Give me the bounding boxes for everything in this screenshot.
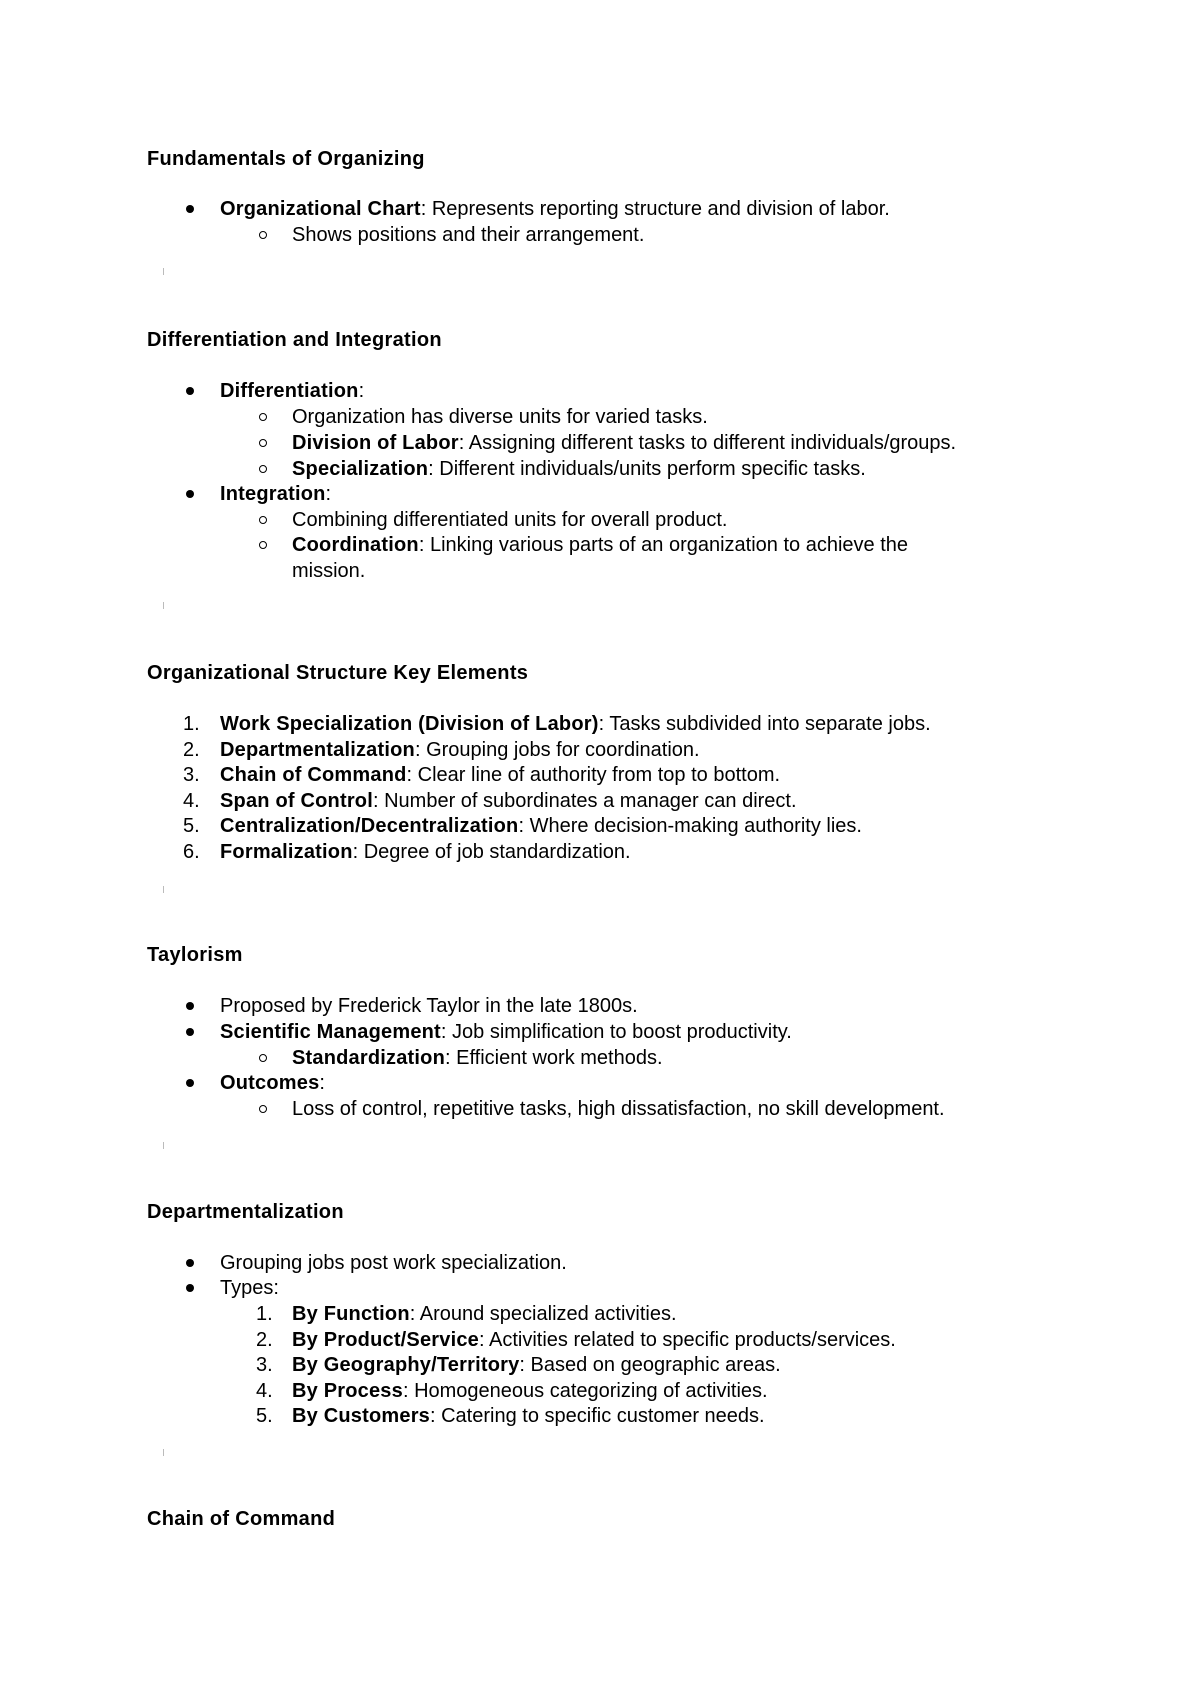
paragraph-mark-icon: [163, 602, 164, 609]
list-item: By Function: Around specialized activities.: [292, 1303, 677, 1325]
list-item: Combining differentiated units for overall product.: [292, 509, 728, 531]
bullet-icon: [186, 490, 194, 498]
list-item: Chain of Command: Clear line of authority from top to bottom.: [220, 764, 781, 786]
section-heading: Fundamentals of Organizing: [147, 148, 425, 170]
list-number: 5.: [256, 1405, 273, 1427]
list-item: Differentiation:: [220, 380, 365, 402]
list-item: Shows positions and their arrangement.: [292, 224, 645, 246]
list-item: Outcomes:: [220, 1072, 325, 1094]
section-heading: Taylorism: [147, 944, 243, 966]
bullet-icon: [186, 1284, 194, 1292]
list-item: Span of Control: Number of subordinates a manager can direct.: [220, 790, 797, 812]
bullet-icon: [186, 205, 194, 213]
list-item: By Geography/Territory: Based on geographic areas.: [292, 1354, 781, 1376]
section-heading: Differentiation and Integration: [147, 329, 442, 351]
hollow-bullet-icon: [259, 516, 267, 524]
list-item: Division of Labor: Assigning different tasks to different individuals/groups.: [292, 432, 957, 454]
list-item: Proposed by Frederick Taylor in the late 1800s.: [220, 995, 638, 1017]
paragraph-mark-icon: [163, 886, 164, 893]
list-item: Departmentalization: Grouping jobs for coordination.: [220, 739, 700, 761]
list-number: 2.: [256, 1329, 273, 1351]
bullet-icon: [186, 387, 194, 395]
list-number: 1.: [256, 1303, 273, 1325]
list-item: Work Specialization (Division of Labor): Tasks subdivided into separate jobs.: [220, 713, 931, 735]
paragraph-mark-icon: [163, 1142, 164, 1149]
list-item: Specialization: Different individuals/units perform specific tasks.: [292, 458, 866, 480]
list-item-continuation: mission.: [292, 560, 366, 582]
list-number: 4.: [256, 1380, 273, 1402]
hollow-bullet-icon: [259, 413, 267, 421]
list-item: Types:: [220, 1277, 279, 1299]
paragraph-mark-icon: [163, 268, 164, 275]
list-item: Standardization: Efficient work methods.: [292, 1047, 663, 1069]
list-item: Organization has diverse units for varied tasks.: [292, 406, 708, 428]
list-item: Formalization: Degree of job standardization.: [220, 841, 631, 863]
list-item: Grouping jobs post work specialization.: [220, 1252, 567, 1274]
list-item: Loss of control, repetitive tasks, high dissatisfaction, no skill development.: [292, 1098, 945, 1120]
hollow-bullet-icon: [259, 541, 267, 549]
list-number: 3.: [256, 1354, 273, 1376]
bullet-icon: [186, 1259, 194, 1267]
section-heading: Chain of Command: [147, 1508, 336, 1530]
paragraph-mark-icon: [163, 1449, 164, 1456]
hollow-bullet-icon: [259, 231, 267, 239]
list-number: 4.: [183, 790, 200, 812]
section-heading: Departmentalization: [147, 1201, 344, 1223]
hollow-bullet-icon: [259, 465, 267, 473]
bullet-icon: [186, 1079, 194, 1087]
hollow-bullet-icon: [259, 1054, 267, 1062]
hollow-bullet-icon: [259, 439, 267, 447]
list-number: 6.: [183, 841, 200, 863]
list-number: 3.: [183, 764, 200, 786]
list-item: Organizational Chart: Represents reporting structure and division of labor.: [220, 198, 890, 220]
section-heading: Organizational Structure Key Elements: [147, 662, 529, 684]
list-item: Coordination: Linking various parts of an organization to achieve the: [292, 534, 909, 556]
list-item: By Process: Homogeneous categorizing of activities.: [292, 1380, 768, 1402]
list-item: Centralization/Decentralization: Where decision-making authority lies.: [220, 815, 862, 837]
list-number: 1.: [183, 713, 200, 735]
list-item: Scientific Management: Job simplification to boost productivity.: [220, 1021, 792, 1043]
list-item: By Customers: Catering to specific customer needs.: [292, 1405, 765, 1427]
list-item: By Product/Service: Activities related to specific products/services.: [292, 1329, 896, 1351]
list-number: 5.: [183, 815, 200, 837]
list-item: Integration:: [220, 483, 332, 505]
list-number: 2.: [183, 739, 200, 761]
bullet-icon: [186, 1002, 194, 1010]
bullet-icon: [186, 1028, 194, 1036]
hollow-bullet-icon: [259, 1105, 267, 1113]
